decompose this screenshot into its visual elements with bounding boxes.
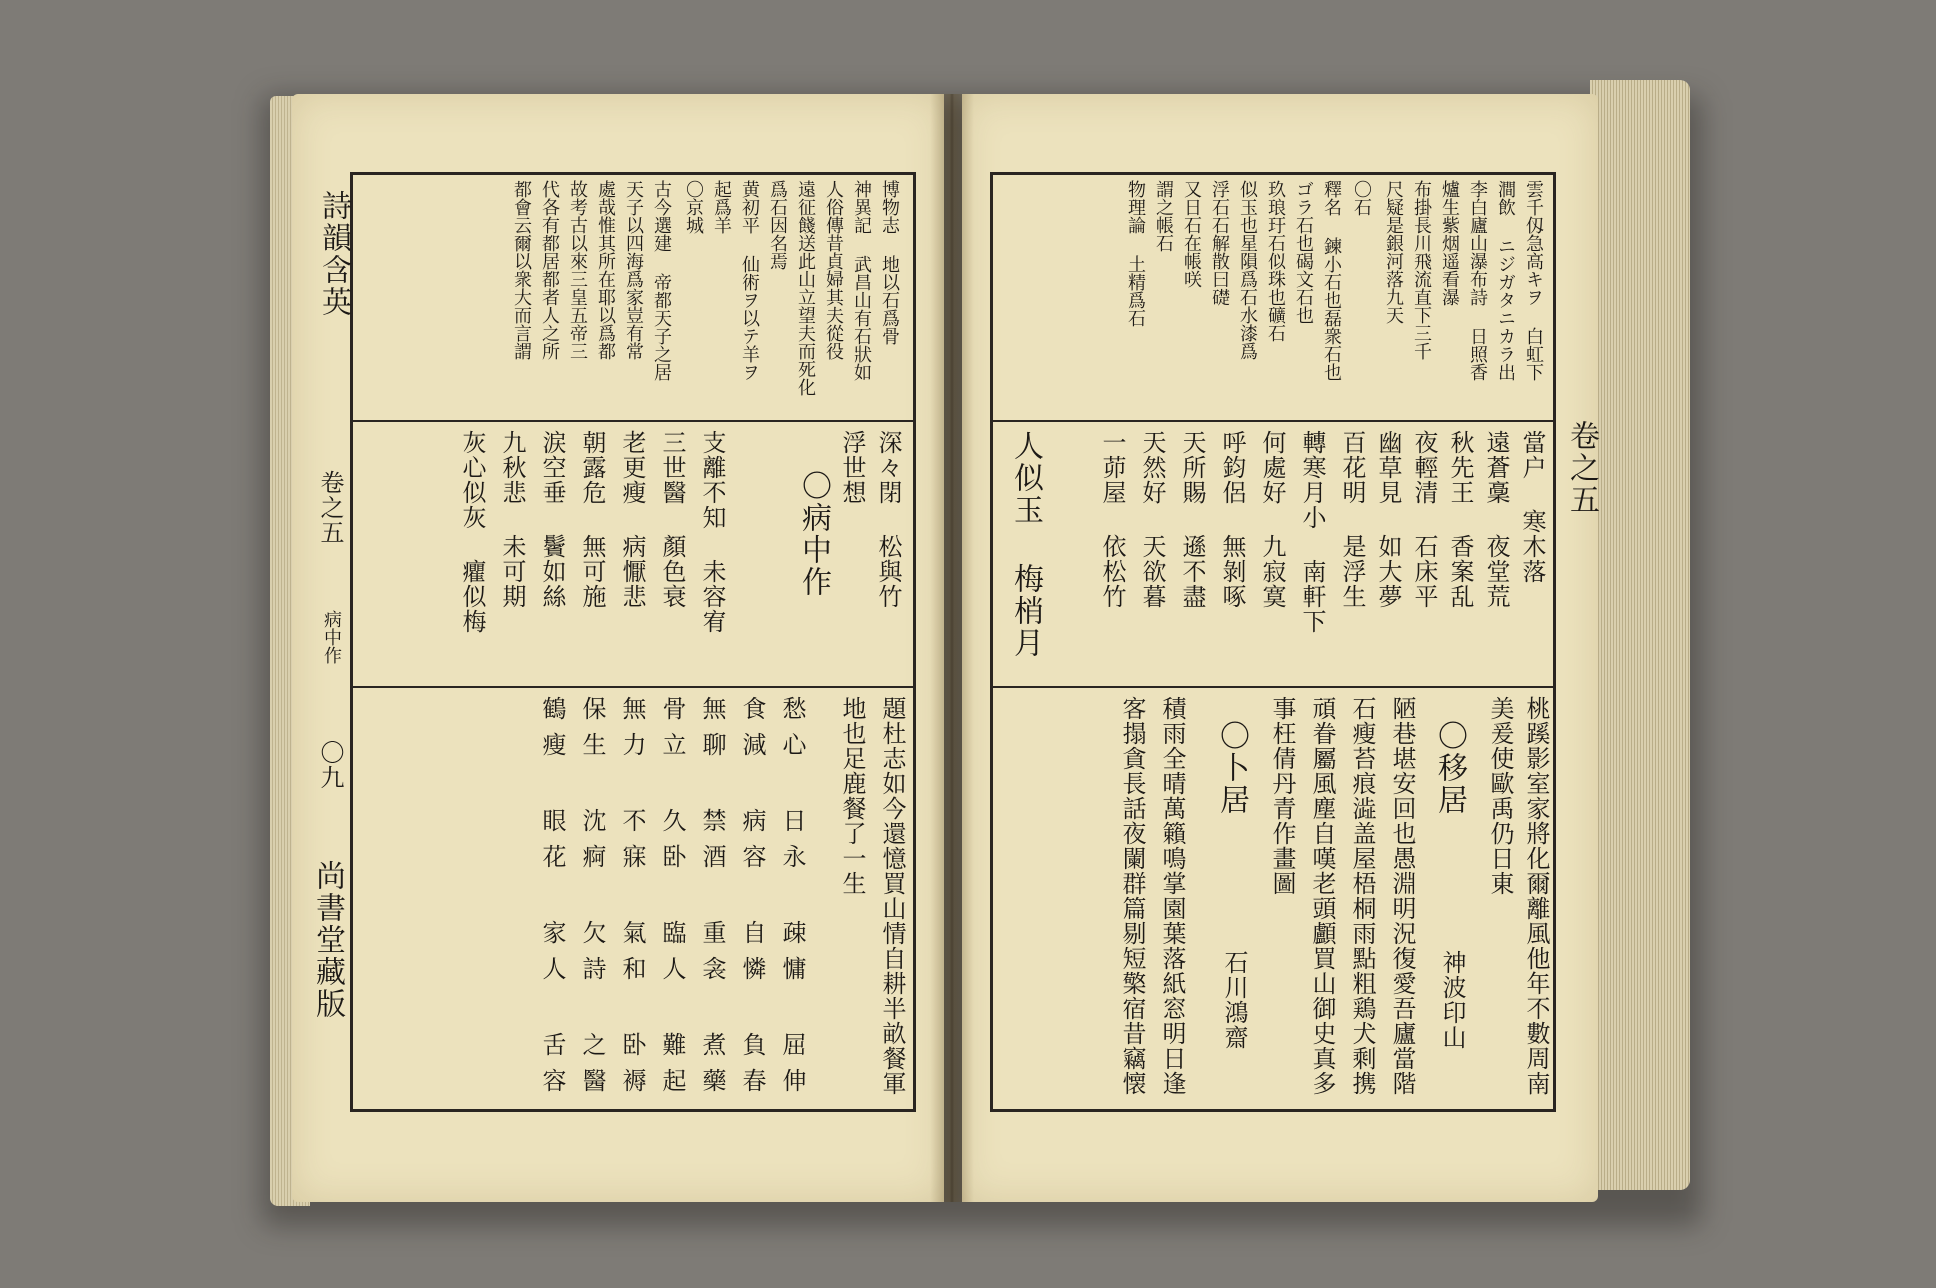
- right-top-col-15: 物理論 土精爲石: [1125, 180, 1146, 327]
- right-top-col-12: 浮石石解散曰礎: [1209, 180, 1230, 306]
- left-section-heading: 〇病中作: [796, 470, 831, 598]
- left-poem-line-2: 地也足鹿餐了一生: [838, 696, 866, 896]
- right-top-col-14: 謂之帳石: [1153, 180, 1174, 252]
- right-poem-line-3: 陋巷堪安回也愚淵明況復愛吾廬當階: [1388, 696, 1416, 1096]
- right-top-col-13: 又日石在帳咲: [1181, 180, 1202, 288]
- left-mid-col-4: 支離不知 未容宥: [698, 430, 726, 634]
- left-margin-folio: 〇九: [316, 740, 344, 790]
- left-top-col-12: 故考古以來三皇五帝三: [567, 180, 588, 360]
- left-top-col-6: 黄初平 仙術ヲ以テ羊ヲ: [739, 180, 760, 381]
- left-vocab-col-2: 食減 病容 自憐 負春: [738, 696, 766, 1104]
- right-top-col-10: 玖琅玗石似珠也礦石: [1265, 180, 1286, 342]
- right-mid-col-1: 當户 寒木落: [1518, 430, 1546, 584]
- right-top-col-5: 布掛長川飛流直下三千: [1411, 180, 1432, 360]
- left-mid-col-1: 深々閉 松與竹: [874, 430, 902, 609]
- right-top-col-4: 爐生紫烟遥看瀑: [1439, 180, 1460, 306]
- right-top-col-3: 李白廬山瀑布詩 日照香: [1467, 180, 1488, 381]
- left-top-col-8: 〇京城: [683, 180, 704, 234]
- right-poem-line-2: 美爰使歐禹仍日東: [1486, 696, 1514, 896]
- left-margin-title: 詩韻含英: [316, 190, 351, 318]
- right-mid-col-11: 天然好 天欲暮: [1138, 430, 1166, 609]
- right-mid-col-12: 一茆屋 依松竹: [1098, 430, 1126, 609]
- right-poem-line-5: 頑眷屬風塵自嘆老頭顱買山御史真多: [1308, 696, 1336, 1096]
- left-vocab-col-6: 保生 沈痾 欠詩 之醫: [578, 696, 606, 1104]
- right-mid-col-5: 幽草見 如大夢: [1374, 430, 1402, 609]
- left-mid-col-9: 九秋悲 未可期: [498, 430, 526, 609]
- left-top-col-3: 人俗傳昔貞婦其夫從役: [823, 180, 844, 360]
- right-poem-line-8: 客搨貪長話夜闌群篇剔短檠宿昔竊懐: [1118, 696, 1146, 1096]
- left-mid-col-10: 灰心似灰 癯似梅: [458, 430, 486, 634]
- left-vocab-col-4: 骨立 久卧 臨人 難起: [658, 696, 686, 1104]
- right-top-col-2: 澗飲 ニジガタニカラ出: [1495, 180, 1516, 381]
- left-top-col-9: 古今選建 帝都天子之居: [651, 180, 672, 381]
- right-mid-col-13: 人似玉 梅梢月: [1008, 430, 1043, 659]
- right-mid-col-7: 轉寒月小 南軒下: [1298, 430, 1326, 634]
- book-gutter: [930, 94, 974, 1202]
- right-mid-col-9: 呼鈞侶 無剝啄: [1218, 430, 1246, 609]
- right-top-col-8: 釋名 鍊小石也磊衆石也: [1321, 180, 1342, 381]
- right-mid-col-6: 百花明 是浮生: [1338, 430, 1366, 609]
- left-top-divider: [350, 420, 916, 422]
- right-margin-chapter: 卷之五: [1564, 420, 1599, 516]
- left-mid-col-2: 浮世想: [838, 430, 866, 505]
- left-middle-divider: [350, 686, 916, 688]
- left-top-col-2: 神異記 武昌山有石狀如: [851, 180, 872, 381]
- right-section-heading-move: 〇移居: [1432, 720, 1467, 816]
- right-mid-col-10: 天所賜 遜不盡: [1178, 430, 1206, 609]
- right-poem-line-1: 桃蹊影室家將化爾離風他年不數周南: [1522, 696, 1550, 1096]
- right-top-divider: [990, 420, 1556, 422]
- right-top-col-9: ゴラ石也碣文石也: [1293, 180, 1314, 324]
- left-margin-publisher: 尚書堂藏版: [310, 860, 345, 1020]
- right-mid-col-2: 遠蒼稾 夜堂荒: [1482, 430, 1510, 609]
- left-top-col-14: 都會云爾以衆大而言謂: [511, 180, 532, 360]
- right-middle-divider: [990, 686, 1556, 688]
- left-vocab-col-1: 愁心 日永 疎慵 屈伸: [778, 696, 806, 1104]
- left-mid-col-7: 朝露危 無可施: [578, 430, 606, 609]
- left-top-col-1: 博物志 地以石爲骨: [879, 180, 900, 345]
- left-top-col-11: 處哉惟其所在耶以爲都: [595, 180, 616, 360]
- left-vocab-col-7: 鶴瘦 眼花 家人 舌容: [538, 696, 566, 1104]
- left-mid-col-5: 三世醫 顏色衰: [658, 430, 686, 609]
- left-margin-chapter: 卷之五: [316, 470, 344, 545]
- left-top-col-4: 遠征餞送此山立望夫而死化: [795, 180, 816, 396]
- left-mid-col-6: 老更瘦 病懨悲: [618, 430, 646, 609]
- right-top-col-11: 似玉也星隕爲石水漆爲: [1237, 180, 1258, 360]
- right-top-col-7: 〇石: [1351, 180, 1372, 216]
- right-author-1: 神波印山: [1438, 950, 1466, 1050]
- left-mid-col-8: 涙空垂 鬢如絲: [538, 430, 566, 609]
- left-top-col-13: 代各有都居都者人之所: [539, 180, 560, 360]
- left-poem-line-1: 題杜志如今還憶買山情自耕半畝餐軍: [878, 696, 906, 1096]
- right-author-2: 石川鴻齋: [1220, 950, 1248, 1050]
- right-poem-line-7: 積雨全晴萬籟鳴掌園葉落紙窓明日逢: [1158, 696, 1186, 1096]
- right-mid-col-3: 秋先王 香案乱: [1446, 430, 1474, 609]
- right-mid-col-4: 夜輕清 石床平: [1410, 430, 1438, 609]
- left-vocab-col-5: 無力 不寐 氣和 卧褥: [618, 696, 646, 1104]
- left-top-col-7: 起爲羊: [711, 180, 732, 234]
- right-top-col-1: 雲千仭急高キヲ 白虹下: [1523, 180, 1544, 381]
- right-top-col-6: 尺疑是銀河落九天: [1383, 180, 1404, 324]
- left-margin-section: 病中作: [321, 610, 342, 664]
- right-section-heading-dwell: 〇卜居: [1214, 720, 1249, 816]
- right-page-edges: [1590, 80, 1690, 1190]
- right-poem-line-6: 事枉倩丹青作畫圖: [1268, 696, 1296, 896]
- left-top-col-10: 天子以四海爲家豈有常: [623, 180, 644, 360]
- left-vocab-col-3: 無聊 禁酒 重衾 煮藥: [698, 696, 726, 1104]
- right-poem-line-4: 石瘦苔痕澁盖屋梧桐雨點粗鶏犬剩携: [1348, 696, 1376, 1096]
- left-top-col-5: 爲石因名焉: [767, 180, 788, 270]
- right-mid-col-8: 何處好 九寂寞: [1258, 430, 1286, 609]
